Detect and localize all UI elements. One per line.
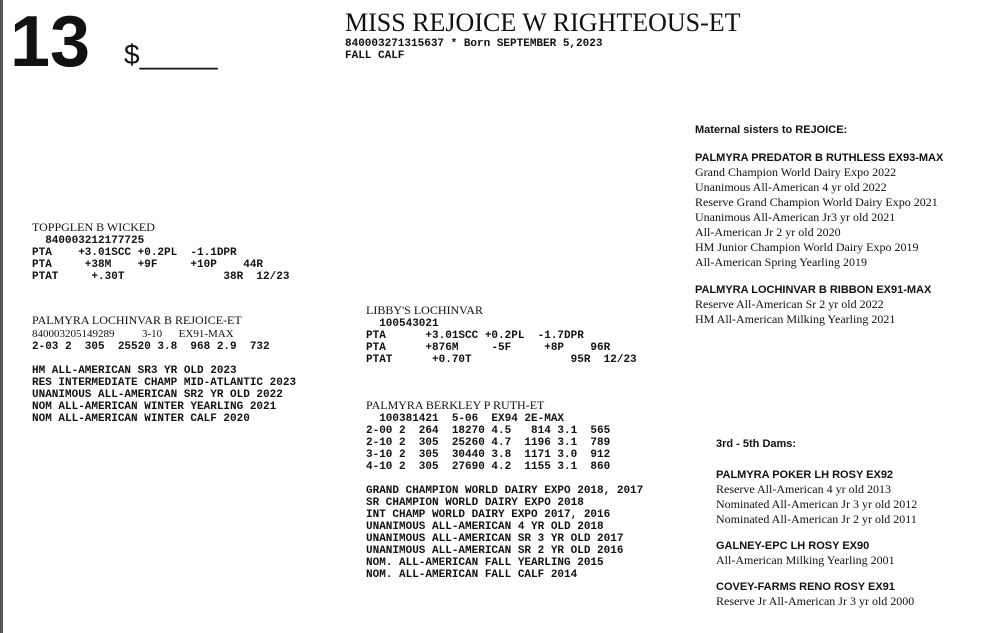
granddam-award: SR CHAMPION WORLD DAIRY EXPO 2018: [366, 497, 584, 509]
granddam-record: 2-10 2 305 25260 4.7 1196 3.1 789: [366, 437, 611, 449]
dam-3-note: Nominated All-American Jr 3 yr old 2012: [716, 497, 918, 511]
dam-5-name: COVEY-FARMS RENO ROSY EX91: [716, 581, 895, 593]
granddam-block: [366, 398, 643, 581]
dam-reg-line: 840003205149289 3-10 EX91-MAX: [32, 328, 234, 340]
sire-pta-line: PTA +38M +9F +10P 44R: [32, 259, 264, 271]
class-label: FALL CALF: [345, 50, 405, 62]
granddam-record: 2-00 2 264 18270 4.5 814 3.1 565: [366, 425, 611, 437]
dam-award: HM ALL-AMERICAN SR3 YR OLD 2023: [32, 365, 237, 377]
granddam-award: NOM. ALL-AMERICAN FALL YEARLING 2015: [366, 557, 604, 569]
sire-block: [32, 220, 289, 283]
animal-name: MISS REJOICE W RIGHTEOUS-ET: [345, 8, 741, 37]
sister-name: PALMYRA LOCHINVAR B RIBBON EX91-MAX: [695, 284, 932, 296]
granddam-award: UNANIMOUS ALL-AMERICAN SR 3 YR OLD 2017: [366, 533, 624, 545]
granddam-award: UNANIMOUS ALL-AMERICAN 4 YR OLD 2018: [366, 521, 604, 533]
dam-record: 2-03 2 305 25520 3.8 968 2.9 732: [32, 341, 270, 353]
sire-reg: 840003212177725: [32, 235, 145, 247]
granddam-record: 3-10 2 305 30440 3.8 1171 3.0 912: [366, 449, 611, 461]
sister-note: All-American Jr 2 yr old 2020: [695, 225, 841, 239]
dam-name: PALMYRA LOCHINVAR B REJOICE-ET: [32, 313, 242, 327]
sister-note: HM Junior Champion World Dairy Expo 2019: [695, 240, 919, 254]
dam-award: UNANIMOUS ALL-AMERICAN SR2 YR OLD 2022: [32, 389, 283, 401]
sister-note: HM All-American Milking Yearling 2021: [695, 312, 896, 326]
dam-4-note: All-American Milking Yearling 2001: [716, 553, 895, 567]
maternal-sisters-block: [695, 123, 943, 327]
maternal-grandsire-block: [366, 303, 637, 366]
dam-5-note: Reserve Jr All-American Jr 3 yr old 2000: [716, 594, 915, 608]
dam-3-note: Nominated All-American Jr 2 yr old 2011: [716, 512, 917, 526]
dam-4-name: GALNEY-EPC LH ROSY EX90: [716, 540, 870, 552]
granddam-award: INT CHAMP WORLD DAIRY EXPO 2017, 2016: [366, 509, 611, 521]
granddam-reg-line: 100381421 5-06 EX94 2E-MAX: [366, 413, 565, 425]
sire-name: TOPPGLEN B WICKED: [32, 220, 155, 234]
dam-block: [32, 313, 296, 425]
grandsire-pta-line: PTA +3.01SCC +0.2PL -1.7DPR: [366, 330, 584, 342]
dam-award: NOM ALL-AMERICAN WINTER YEARLING 2021: [32, 401, 277, 413]
dam-3-name: PALMYRA POKER LH ROSY EX92: [716, 469, 894, 481]
price-field: $_____: [124, 39, 218, 70]
sister-note: All-American Spring Yearling 2019: [695, 255, 867, 269]
sister-note: Reserve All-American Sr 2 yr old 2022: [695, 297, 884, 311]
granddam-record: 4-10 2 305 27690 4.2 1155 3.1 860: [366, 461, 611, 473]
sister-note: Reserve Grand Champion World Dairy Expo 2021: [695, 195, 938, 209]
dam-award: NOM ALL-AMERICAN WINTER CALF 2020: [32, 413, 250, 425]
grandsire-reg: 100543021: [366, 318, 439, 330]
sister-name: PALMYRA PREDATOR B RUTHLESS EX93-MAX: [695, 152, 944, 164]
sister-note: Unanimous All-American 4 yr old 2022: [695, 180, 887, 194]
registration-line: 840003271315637 * Born SEPTEMBER 5,2023: [345, 38, 603, 50]
granddam-award: GRAND CHAMPION WORLD DAIRY EXPO 2018, 2017: [366, 485, 644, 497]
dam-award: RES INTERMEDIATE CHAMP MID-ATLANTIC 2023: [32, 377, 297, 389]
dams-3-5-heading: 3rd - 5th Dams:: [716, 438, 797, 450]
maternal-sisters-heading: Maternal sisters to REJOICE:: [695, 124, 848, 136]
left-border: [0, 0, 3, 633]
grandsire-ptat-line: PTAT +0.70T 95R 12/23: [366, 354, 637, 366]
granddam-name: PALMYRA BERKLEY P RUTH-ET: [366, 398, 545, 412]
grandsire-name: LIBBY'S LOCHINVAR: [366, 303, 483, 317]
grandsire-pta-line: PTA +876M -5F +8P 96R: [366, 342, 611, 354]
dams-3-5-block: [716, 437, 917, 609]
lot-number: 13: [10, 2, 91, 82]
granddam-award: NOM. ALL-AMERICAN FALL CALF 2014: [366, 569, 578, 581]
dam-3-note: Reserve All-American 4 yr old 2013: [716, 482, 891, 496]
granddam-award: UNANIMOUS ALL-AMERICAN SR 2 YR OLD 2016: [366, 545, 624, 557]
sister-note: Grand Champion World Dairy Expo 2022: [695, 165, 897, 179]
sister-note: Unanimous All-American Jr3 yr old 2021: [695, 210, 896, 224]
sire-ptat-line: PTAT +.30T 38R 12/23: [32, 271, 290, 283]
sire-pta-line: PTA +3.01SCC +0.2PL -1.1DPR: [32, 247, 237, 259]
